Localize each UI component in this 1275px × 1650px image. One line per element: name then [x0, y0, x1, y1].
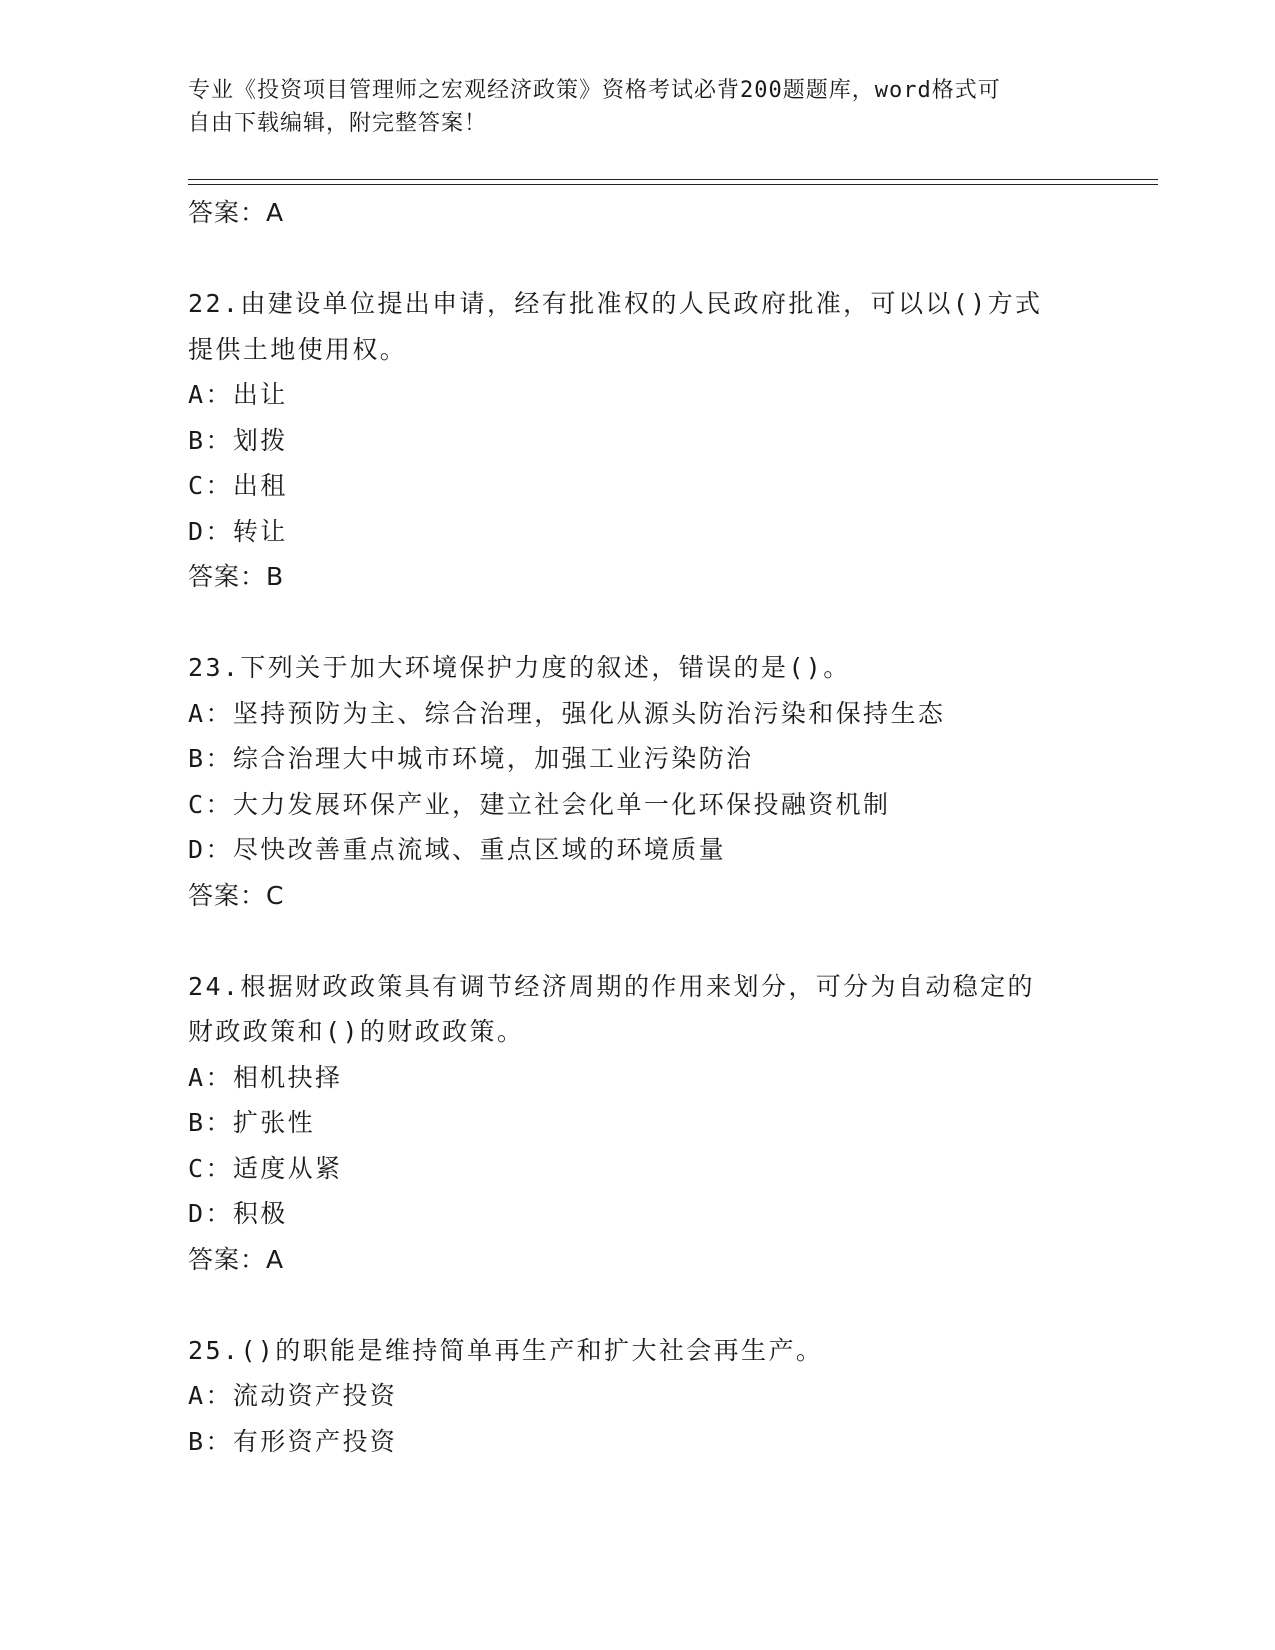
- header-divider-top: [188, 179, 1158, 180]
- question-stem-line: 财政政策和()的财政政策。: [188, 1017, 525, 1046]
- option-d: D：积极: [188, 1199, 288, 1228]
- question-block: [188, 964, 1078, 1283]
- option-b: B：划拨: [188, 425, 288, 455]
- question-stem-line: 提供土地使用权。: [188, 334, 408, 364]
- option-a: A：坚持预防为主、综合治理，强化从源头防治污染和保持生态: [188, 698, 946, 728]
- header-line-2: 自由下载编辑，附完整答案！: [188, 111, 488, 136]
- spacer: [188, 600, 1078, 646]
- question-list: [188, 190, 1078, 1464]
- spacer: [188, 1282, 1078, 1328]
- spacer: [188, 236, 1078, 282]
- question-stem-line: 24.根据财政政策具有调节经济周期的作用来划分，可分为自动稳定的: [188, 971, 1035, 1001]
- option-a: A：流动资产投资: [188, 1381, 398, 1410]
- answer-label: 答案：B: [188, 562, 285, 591]
- spacer: [188, 918, 1078, 964]
- document-header: [188, 74, 1068, 140]
- option-b: B：有形资产投资: [188, 1426, 398, 1456]
- question-stem-line: 22.由建设单位提出申请，经有批准权的人民政府批准，可以以()方式: [188, 289, 1043, 318]
- answer-label: 答案：A: [188, 198, 285, 227]
- header-divider-bottom: [188, 184, 1158, 185]
- header-line-1: 专业《投资项目管理师之宏观经济政策》资格考试必背200题题库，word格式可: [188, 78, 1001, 103]
- answer-label: 答案：C: [188, 880, 285, 910]
- question-block: [188, 645, 1078, 918]
- option-d: D：转让: [188, 516, 288, 546]
- option-b: B：扩张性: [188, 1108, 316, 1137]
- option-a: A：出让: [188, 380, 288, 409]
- option-b: B：综合治理大中城市环境，加强工业污染防治: [188, 744, 754, 773]
- question-block: [188, 281, 1078, 600]
- option-c: C：适度从紧: [188, 1153, 343, 1183]
- option-a: A：相机抉择: [188, 1062, 343, 1092]
- answer-label: 答案：A: [188, 1244, 285, 1274]
- option-c: C：出租: [188, 471, 288, 500]
- question-stem-line: 25.()的职能是维持简单再生产和扩大社会再生产。: [188, 1335, 824, 1365]
- question-block: [188, 1328, 1078, 1465]
- question-stem-line: 23.下列关于加大环境保护力度的叙述，错误的是()。: [188, 653, 851, 682]
- option-d: D：尽快改善重点流域、重点区域的环境质量: [188, 835, 727, 864]
- option-c: C：大力发展环保产业，建立社会化单一化环保投融资机制: [188, 789, 891, 819]
